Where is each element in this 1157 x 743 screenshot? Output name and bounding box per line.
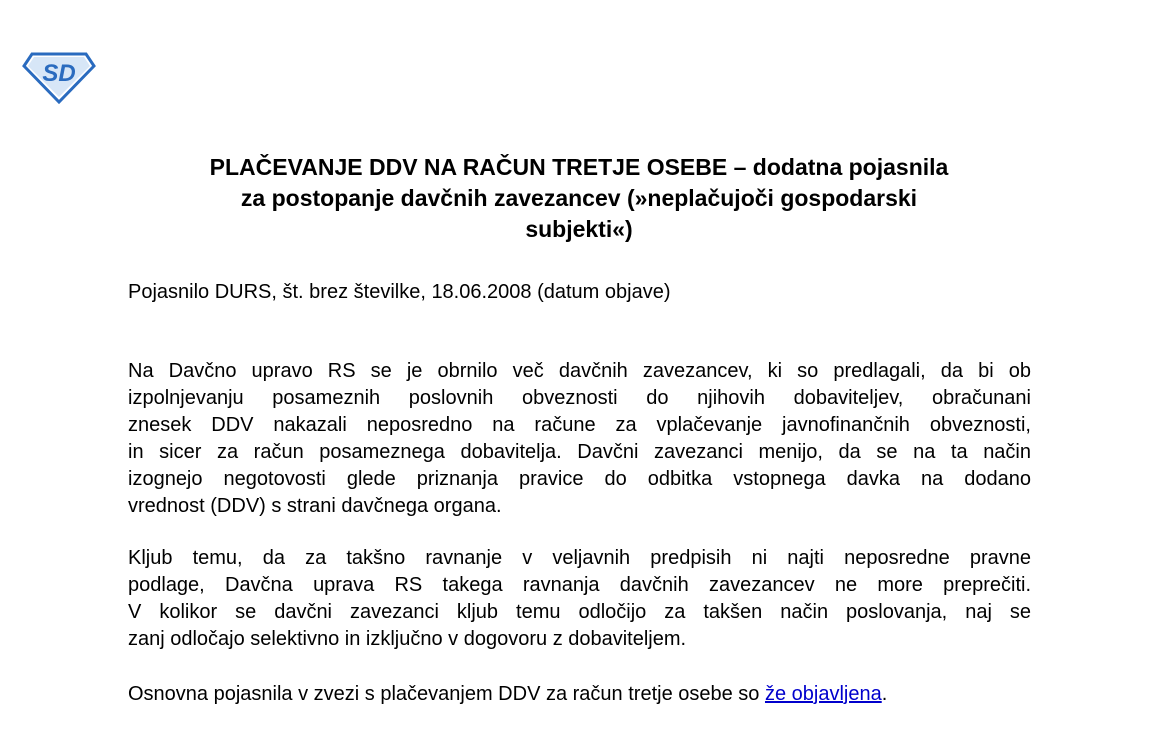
paragraph-2-line: podlage, Davčna uprava RS takega ravnanja davčnih zavezancev ne more preprečiti.: [128, 574, 1031, 596]
paragraph-3-period: .: [881, 683, 888, 705]
logo-text: SD: [42, 60, 76, 87]
paragraph-3-text: Osnovna pojasnila v zvezi s plačevanjem DDV za račun tretje osebe so: [128, 683, 765, 705]
paragraph-1-line: vrednost (DDV) s strani davčnega organa.: [128, 495, 502, 517]
title-line-2: za postopanje davčnih zavezancev (»neplačujoči gospodarski: [240, 185, 918, 211]
paragraph-1-line: in sicer za račun posameznega dobavitelja. Davčni zavezanci menijo, da se na ta način: [128, 441, 1031, 463]
document-subtitle: Pojasnilo DURS, št. brez številke, 18.06.2008 (datum objave): [128, 281, 671, 303]
paragraph-1-line: izpolnjevanju posameznih poslovnih obveznosti do njihovih dobaviteljev, obračunani: [128, 387, 1031, 409]
paragraph-1-line: Na Davčno upravo RS se je obrnilo več davčnih zavezancev, ki so predlagali, da bi ob: [128, 360, 1031, 382]
paragraph-2-line: Kljub temu, da za takšno ravnanje v veljavnih predpisih ni najti neposredne pravne: [128, 547, 1031, 569]
paragraph-3: [128, 681, 1031, 708]
published-explanations-link[interactable]: že objavljena: [764, 683, 882, 705]
logo: [22, 48, 96, 104]
title-line-1: PLAČEVANJE DDV NA RAČUN TRETJE OSEBE – dodatna pojasnila: [209, 154, 949, 180]
paragraph-1: [128, 358, 1031, 520]
paragraph-1-line: izognejo negotovosti glede priznanja pravice do odbitka vstopnega davka na dodano: [128, 468, 1031, 490]
logo-shield-icon: [22, 48, 96, 104]
paragraph-1-line: znesek DDV nakazali neposredno na račune za vplačevanje javnofinančnih obveznosti,: [128, 414, 1031, 436]
paragraph-2-line: V kolikor se davčni zavezanci kljub temu odločijo za takšen način poslovanja, naj se: [128, 601, 1031, 623]
paragraph-2-line: zanj odločajo selektivno in izključno v dogovoru z dobaviteljem.: [128, 628, 687, 650]
paragraph-2: [128, 545, 1031, 653]
document-title: [120, 152, 1038, 245]
title-line-3: subjekti«): [525, 216, 633, 242]
